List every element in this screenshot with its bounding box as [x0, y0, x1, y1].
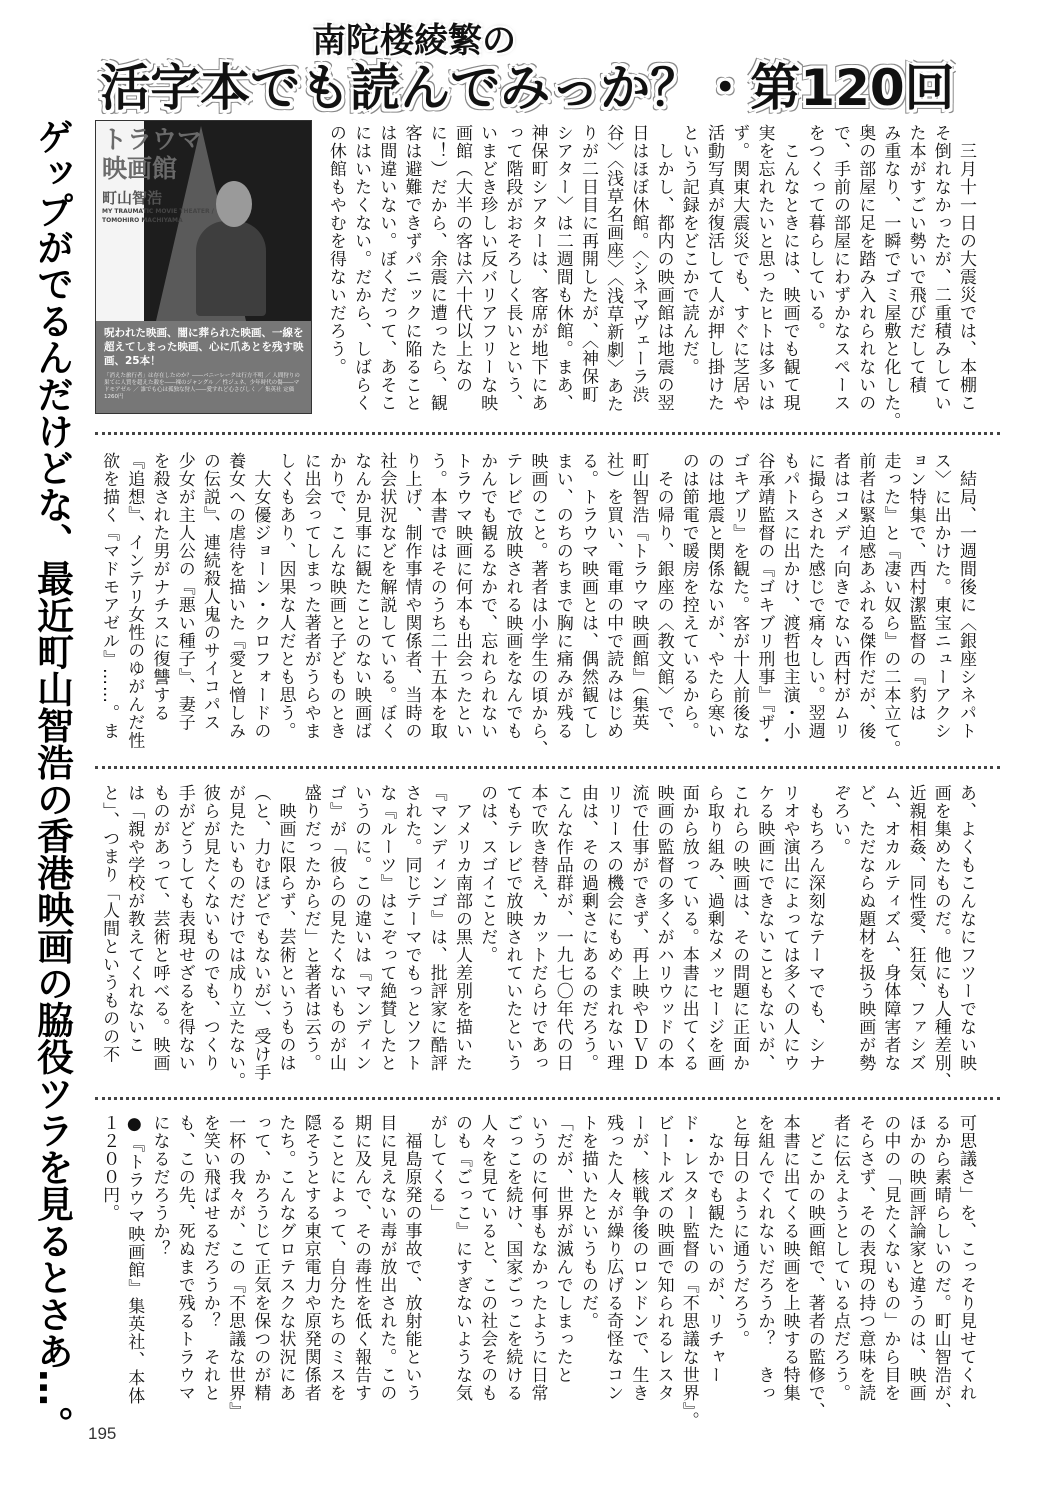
text-line: ものがあって、芸術と呼べる。映画 [149, 784, 170, 1072]
cover-photo-figure [196, 221, 266, 316]
text-line: ら取り組み、過剰なメッセージを画 [703, 784, 724, 1072]
text-line: が見たいものだけでは成り立たない。 [225, 784, 246, 1090]
text-line: トラウマ映画に何本も出会ったとい [451, 452, 472, 740]
text-line: るから素晴らしいのだ。町山智浩が、 [930, 1114, 951, 1420]
text-line: こんな作品群が、一九七〇年代の日 [552, 784, 573, 1072]
text-line: 映画のこと。著者は小学生の頃から、 [527, 452, 548, 758]
text-line: の中の「見たくないもの」から目を [880, 1114, 901, 1402]
text-line: いうのに何事もなかったように日常 [527, 1114, 548, 1402]
text-line: って階段がおそろしく長いという、 [502, 124, 523, 412]
text-line: に！）だから、余震に遭ったら、観 [426, 124, 447, 412]
text-line: リリースの機会にもめぐまれない理 [603, 784, 624, 1072]
text-line: しかし、都内の映画館は地震の翌 [653, 124, 674, 412]
text-line: な『ルーツ』はこぞって絶賛したと [376, 784, 397, 1072]
text-line: のは地震と関係ないが、やたら寒い [703, 452, 724, 740]
text-line: 彼らが見たくないものでも、つくり [199, 784, 220, 1072]
text-line: ョン特集で、西村潔監督の『豹は [905, 452, 926, 722]
text-line: と毎日のように通うだろう。 [729, 1114, 750, 1348]
text-line: 一杯の我々が、この『不思議な世界』 [225, 1114, 246, 1420]
text-line: の休館もやむを得ないだろう。 [325, 124, 346, 376]
dotted-divider [95, 766, 1000, 769]
text-line: １２００円。 [99, 1114, 120, 1222]
text-line: 三月十一日の大震災では、本棚こ [956, 124, 976, 412]
text-line: 隠そうとする東京電力や原発関係者 [300, 1114, 321, 1402]
text-line: 養女への虐待を描いた『愛と憎しみ [225, 452, 246, 740]
text-line: で、手前の部屋にわずかなスペース [829, 124, 850, 412]
text-line: は「親や学校が教えてくれないこ [124, 784, 145, 1054]
text-line: もちろん深刻なテーマでも、シナ [804, 784, 825, 1072]
text-line: された。同じテーマでもっとソフト [401, 784, 422, 1072]
text-line: りが二日目に再開したが、〈神保町 [577, 124, 598, 404]
article-band-2 [96, 452, 978, 758]
text-line: 人々を見ていると、この社会そのも [477, 1114, 498, 1402]
text-line: そらさず、その表現の持つ意味を読 [855, 1114, 876, 1402]
text-line: いうのに。この違いは『マンディン [351, 784, 372, 1072]
text-line: 『マンディンゴ』は、批評家に酷評 [426, 784, 447, 1072]
text-line: そ倒れなかったが、二重積みしてい [930, 124, 951, 412]
text-line: 前者は緊迫感あふれる傑作だが、後 [855, 452, 876, 740]
text-line: み重なり、一瞬でゴミ屋敷と化した。 [880, 124, 901, 430]
text-line: って、かろうじて正気を保つのが精 [250, 1114, 271, 1402]
text-line: 社）を買い、電車の中で読みはじめ [603, 452, 624, 740]
text-line: 活動写真が復活して人が押し掛けた [703, 124, 724, 412]
text-line: リオや演出によっては多くの人にウ [779, 784, 800, 1072]
text-line: ず。関東大震災でも、すぐに芝居や [729, 124, 750, 412]
text-line: ることによって、自分たちのミスを [325, 1114, 346, 1402]
column-title: 活字本でも読んでみっか？・第120回 [100, 59, 955, 117]
text-line: 欲を描く『マドモアゼル』……。ま [99, 452, 120, 740]
cover-small-text: 「消えた旅行者」は存在したのか？――バニーレークは行方不明 ／ 人間狩りの果てに人質を超えた殺を――裸のジャングル ／ 性ジェネ、少年時代の傷――マドモアゼル ／ 誰でも心は孤独な狩人――愛すれど心さびしく ／ 集英社 定価1260円 [104, 373, 300, 400]
text-line: 走った』と『凄い奴ら』の二本立て。 [880, 452, 901, 758]
page-number: 195 [88, 1424, 117, 1443]
text-line: トを描いたというものだ。 [577, 1114, 598, 1330]
text-line: 映画に限らず、芸術というものは [275, 784, 296, 1072]
text-line: なんか見事に観たことのない映画ば [351, 452, 372, 740]
text-line: 期に及んで、その毒性を低く報告す [351, 1114, 372, 1402]
text-line: 盛りだったからだ」と著者は云う。 [300, 784, 321, 1072]
text-line: 社会状況などを解説している。ぼく [376, 452, 397, 740]
text-line: 本で吹き替え、カットだらけであっ [527, 784, 548, 1072]
text-line: 『追想』、インテリ女性のゆがんだ性 [124, 452, 145, 750]
text-line: 者に伝えようとしている点だろう。 [829, 1114, 850, 1402]
text-line: 客は避難できずパニックに陥ること [401, 124, 422, 412]
text-line: がしてくる」 [426, 1114, 447, 1222]
article-band-4 [96, 1114, 978, 1430]
text-line: に撮らされた感じで痛々しい。翌週 [804, 452, 825, 740]
text-line: 神保町シアターは、客席が地下にあ [527, 124, 548, 412]
text-line: 流で仕事ができず、再上映やＤＶＤ [628, 784, 649, 1072]
text-line: 由は、その過剰さにあるのだろう。 [577, 784, 598, 1072]
text-line: 谷承靖監督の『ゴキブリ刑事』『ザ・ [754, 452, 775, 750]
text-line: る。トラウマ映画とは、偶然観てし [577, 452, 598, 740]
text-line: どこかの映画館で、著者の監修で、 [804, 1114, 825, 1420]
text-line: ゴキブリ』を観た。客が十人前後な [729, 452, 750, 740]
text-line: 者はコメディ向きでない西村がムリ [829, 452, 850, 740]
text-line: になるだろうか？ [149, 1114, 170, 1258]
text-line: たち。こんなグロテスクな状況にあ [275, 1114, 296, 1402]
text-line: をつくって暮らしている。 [804, 124, 825, 340]
text-line: 奥の部屋に足を踏み入れられないの [855, 124, 876, 412]
text-line: ス〉に出かけた。東宝ニューアクシ [930, 452, 951, 740]
text-line: という記録をどこかで読んだ。 [678, 124, 699, 376]
text-line: ど、ただならぬ題材を扱う映画が勢 [855, 784, 876, 1072]
text-line: 近親相姦、同性愛、狂気、ファシズ [905, 784, 926, 1072]
text-line: ケる映画にできないこともないが、 [754, 784, 775, 1072]
dotted-divider [95, 1097, 1000, 1100]
cover-tagline: 呪われた映画、闇に葬られた映画、一線を超えてしまった映画、心に爪あとを残す映画、25本！ [104, 327, 304, 367]
text-line: ごっこを続け、国家ごっこを続ける [502, 1114, 523, 1402]
text-line: 福島原発の事故で、放射能という [401, 1114, 422, 1402]
dotted-divider [95, 432, 1000, 435]
text-line: 本書に出てくる映画を上映する特集 [779, 1114, 800, 1402]
series-author: 南陀楼綾繁の [312, 21, 516, 61]
text-line: もパトスに出かけ、渡哲也主演・小 [779, 452, 800, 740]
text-line: に出会ってしまった著者がうらやま [300, 452, 321, 740]
text-line: ゴ』が「彼らの見たくないものが山 [325, 784, 346, 1072]
text-line: かんでも観るなかで、忘れられない [477, 452, 498, 740]
text-line: ーが、核戦争後のロンドンで、生き [628, 1114, 649, 1402]
text-line: いまどき珍しい反バリアフリーな映 [477, 124, 498, 412]
text-line: 残った人々が繰り広げる奇怪なコン [603, 1114, 624, 1402]
text-line: 画館（大半の客は六十代以上なの [451, 124, 472, 394]
text-line: り上げ、制作事情や関係者、当時の [401, 452, 422, 740]
cover-title: トラウマ映画館 [102, 125, 203, 183]
article-band-1 [323, 124, 978, 430]
text-line: を笑い飛ばせるだろうか？ それと [199, 1114, 220, 1402]
text-line: こんなときには、映画でも観て現 [779, 124, 800, 412]
text-line: 日はほぼ休館。〈シネマヴェーラ渋 [628, 124, 649, 404]
text-line: 「だが、世界が滅んでしまったと [552, 1114, 573, 1384]
text-line: 目に見えない毒が放出された。この [376, 1114, 397, 1402]
text-line: しくもあり、因果な人だとも思う。 [275, 452, 296, 740]
text-line: と」、つまり「人間というものの不 [99, 784, 120, 1064]
text-line: ビートルズの映画で知られるレスタ [653, 1114, 674, 1402]
text-line: う。本書ではそのうち二十五本を取 [426, 452, 447, 740]
cover-english-title: MY TRAUMATIC MOVIE THEATER / TOMOHIRO MACHIYAMA [102, 208, 214, 224]
text-line: かりで、こんな映画と子どものとき [325, 452, 346, 740]
text-line: その帰り、銀座の〈教文館〉で、 [653, 452, 674, 740]
text-line: を組んでくれないだろうか？ きっ [754, 1114, 775, 1402]
text-line: 手がどうしても表現せざるを得ない [174, 784, 195, 1072]
text-line: ほかの映画評論家と違うのは、映画 [905, 1114, 926, 1402]
text-line: これらの映画は、その問題に正面か [729, 784, 750, 1072]
text-line: なかでも観たいのが、リチャー [703, 1114, 724, 1384]
text-line: 画を集めたものだ。他にも人種差別、 [930, 784, 951, 1090]
vertical-headline: ゲップがでるんだけどな、最近町山智浩の香港映画の脇役ツラを見るとさあ…。 [31, 118, 74, 1443]
text-line: あ、よくもこんなにフツーでない映 [956, 784, 976, 1072]
text-line: の伝説』、連続殺人鬼のサイコパス [199, 452, 220, 732]
text-line: ●『トラウマ映画館』集英社、本体 [124, 1114, 145, 1405]
text-line: 可思議さ」を、こっそり見せてくれ [956, 1114, 976, 1402]
text-line: 映画の監督の多くがハリウッドの本 [653, 784, 674, 1072]
text-line: は間違いない。ぼくだって、あそこ [376, 124, 397, 412]
cover-author: 町山智浩 [102, 189, 163, 207]
series-name [0, 22, 1058, 60]
text-line: 大女優ジョーン・クロフォードの [250, 452, 271, 740]
text-line: 結局、一週間後に〈銀座シネパト [956, 452, 976, 740]
text-line: アメリカ南部の黒人差別を描いた [451, 784, 472, 1072]
text-line: 面から放っている。本書に出てくる [678, 784, 699, 1072]
text-line: てもテレビで放映されていたという [502, 784, 523, 1072]
text-line: も、この先、死ぬまで残るトラウマ [174, 1114, 195, 1402]
text-line: のは節電で暖房を控えているから。 [678, 452, 699, 740]
text-line: 谷〉〈浅草名画座〉〈浅草新劇〉あた [603, 124, 624, 413]
text-line: を殺された男がナチスに復讐する [149, 452, 170, 722]
text-line: のも『ごっこ』にすぎないような気 [451, 1114, 472, 1402]
text-line: シアター〉は二週間も休館。まあ、 [552, 124, 573, 412]
text-line: まい、のちのちまで胸に痛みが残る [552, 452, 573, 740]
text-line: にはいたくない。だから、しばらく [351, 124, 372, 412]
text-line: のは、スゴイことだ。 [477, 784, 498, 964]
text-line: （と、力むほどでもないが）、受け手 [250, 784, 271, 1082]
text-line: 実を忘れたいと思ったヒトは多いは [754, 124, 775, 412]
text-line: た本がすごい勢いで飛びだして積 [905, 124, 926, 394]
text-line: ぞろい。 [829, 784, 850, 856]
text-line: テレビで放映される映画をなんでも [502, 452, 523, 740]
text-line: 町山智浩『トラウマ映画館』（集英 [628, 452, 649, 732]
text-line: ム、オカルティズム、身体障害者な [880, 784, 901, 1072]
text-line: ド・レスター監督の『不思議な世界』。 [678, 1114, 699, 1430]
book-cover-image [95, 120, 312, 414]
article-band-3 [96, 784, 978, 1090]
text-line: 少女が主人公の『悪い種子』、妻子 [174, 452, 195, 732]
